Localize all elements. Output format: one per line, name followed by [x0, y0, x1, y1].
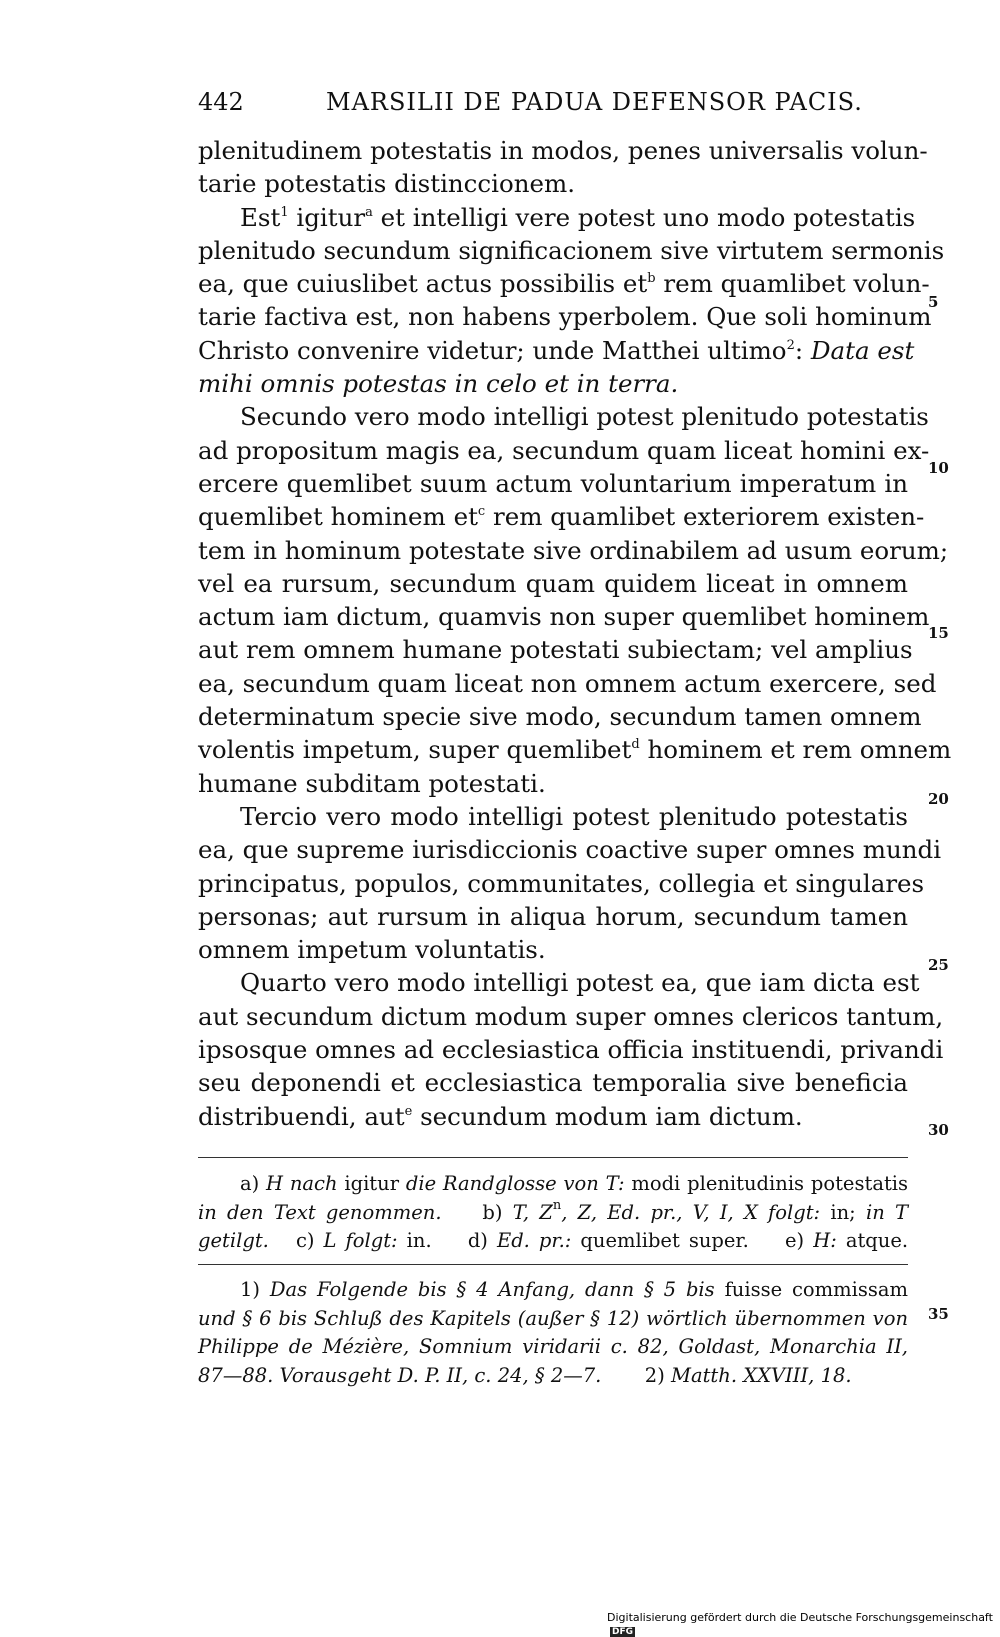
- footnote-line: 87—88. Vorausgeht D. P. II, c. 24, § 2—7. 2) Matth. XXVIII, 18.: [198, 1363, 852, 1387]
- text-line: Quarto vero modo intelligi potest ea, que iam dicta est: [240, 968, 920, 998]
- apparatus-marker: b: [647, 271, 656, 287]
- text-line: volentis impetum, super quemlibet$^d$ hominem et rem omnem: [198, 735, 952, 765]
- text-line: Est$^1$ igitur$^a$ et intelligi vere potest uno modo potestatis: [240, 202, 916, 232]
- running-title: MARSILII DE PADUA DEFENSOR PACIS.: [326, 88, 863, 116]
- text-line: quemlibet hominem $et^c$ rem quamlibet exteriorem existen-: [198, 502, 925, 532]
- footnote-line: und § 6 bis Schluß des Kapitels (außer § 12) wörtlich übernommen von: [198, 1306, 908, 1330]
- line-number: 15: [928, 624, 949, 642]
- digitization-credit: Digitalisierung gefördert durch die Deutsche ForschungsgemeinschaftDFG: [607, 1611, 993, 1637]
- text-line: aut rem omnem humane potestati subiectam; vel amplius: [198, 635, 913, 665]
- footnote-line: 1) Das Folgende bis § 4 Anfang, dann § 5 bis fuisse commissam: [240, 1278, 909, 1301]
- critical-apparatus: [198, 1170, 908, 1256]
- footnote-marker: 1: [280, 204, 289, 220]
- apparatus-divider: [198, 1157, 908, 1158]
- line-number: 5: [928, 293, 939, 311]
- text-line: actum iam dictum, quamvis non super quemlibet hominem: [198, 602, 930, 632]
- line-number: 25: [928, 956, 949, 974]
- text-line: ea, secundum quam liceat non omnem actum exercere, sed: [198, 668, 937, 698]
- text-line: tarie factiva est, non habens yperbolem. Que soli hominum: [198, 302, 932, 332]
- text-line: Secundo vero modo intelligi potest plenitudo potestatis: [240, 402, 929, 432]
- text-line: Tercio vero modo intelligi potest plenitudo potestatis: [240, 801, 908, 831]
- apparatus-marker: d: [631, 737, 640, 753]
- text-line: seu deponendi et ecclesiastica temporalia sive beneficia: [198, 1068, 908, 1098]
- text-line: tem in hominum potestate sive ordinabilem ad usum eorum;: [198, 535, 949, 565]
- text-line: ad propositum magis ea, secundum quam liceat homini ex-: [198, 435, 930, 465]
- footnotes: [198, 1276, 908, 1390]
- apparatus-marker: c: [477, 504, 486, 520]
- text-line: mihi omnis potestas in celo et in terra.: [198, 369, 679, 399]
- apparatus-line: getilgt. c) L folgt: in. d) Ed. pr.: quemlibet super. e) H: atque.: [198, 1229, 909, 1252]
- text-line: plenitudinem potestatis in modos, penes universalis volun-: [198, 136, 928, 165]
- text-line: tarie potestatis distinccionem.: [198, 169, 576, 199]
- text-line: humane subditam potestati.: [198, 768, 546, 798]
- apparatus-line: a) H nach igitur die Randglosse von T: modi plenitudinis potestatis: [240, 1172, 909, 1195]
- page-number: 442: [198, 88, 244, 116]
- footnote-divider: [198, 1264, 908, 1265]
- text-line: aut secundum dictum modum super omnes clericos tantum,: [198, 1001, 944, 1031]
- line-number: 20: [928, 790, 949, 808]
- footnote-line: Philippe de Mézière, Somnium viridarii c. 82, Goldast, Monarchia II,: [198, 1335, 908, 1358]
- dfg-logo-badge: DFG: [612, 1627, 634, 1637]
- apparatus-line: in den Text genommen. b) T, $Z^n$, Z, Ed. pr., V, I, X folgt: in; in T: [198, 1197, 909, 1224]
- text-line: ea, que cuiuslibet actus possibilis $et^b$ rem quamlibet volun-: [198, 269, 930, 299]
- running-header: [198, 88, 908, 128]
- apparatus-marker: e: [404, 1103, 413, 1119]
- text-line: vel ea rursum, secundum quam quidem liceat in omnem: [198, 568, 908, 598]
- text-line: ercere quemlibet suum actum voluntarium imperatum in: [198, 468, 908, 498]
- line-number: 10: [928, 459, 949, 477]
- text-line: personas; aut rursum in aliqua horum, secundum tamen: [198, 901, 908, 931]
- apparatus-marker: a: [365, 204, 373, 220]
- text-line: distribuendi, aut$^e$ secundum modum iam dictum.: [198, 1101, 803, 1131]
- text-line: ipsosque omnes ad ecclesiastica officia instituendi, privandi: [198, 1035, 944, 1065]
- line-number: 35: [928, 1305, 949, 1323]
- footnote-marker: 2: [786, 337, 795, 353]
- text-line: determinatum specie sive modo, secundum tamen omnem: [198, 702, 922, 732]
- line-number: 30: [928, 1121, 949, 1139]
- text-line: principatus, populos, communitates, collegia et singulares: [198, 868, 925, 898]
- text-line: Christo convenire videtur; unde Matthei ultimo$^2$: Data est: [198, 335, 915, 365]
- text-line: ea, que supreme iurisdiccionis coactive super omnes mundi: [198, 835, 942, 865]
- text-line: plenitudo secundum significacionem sive virtutem sermonis: [198, 235, 945, 265]
- text-line: omnem impetum voluntatis.: [198, 935, 546, 965]
